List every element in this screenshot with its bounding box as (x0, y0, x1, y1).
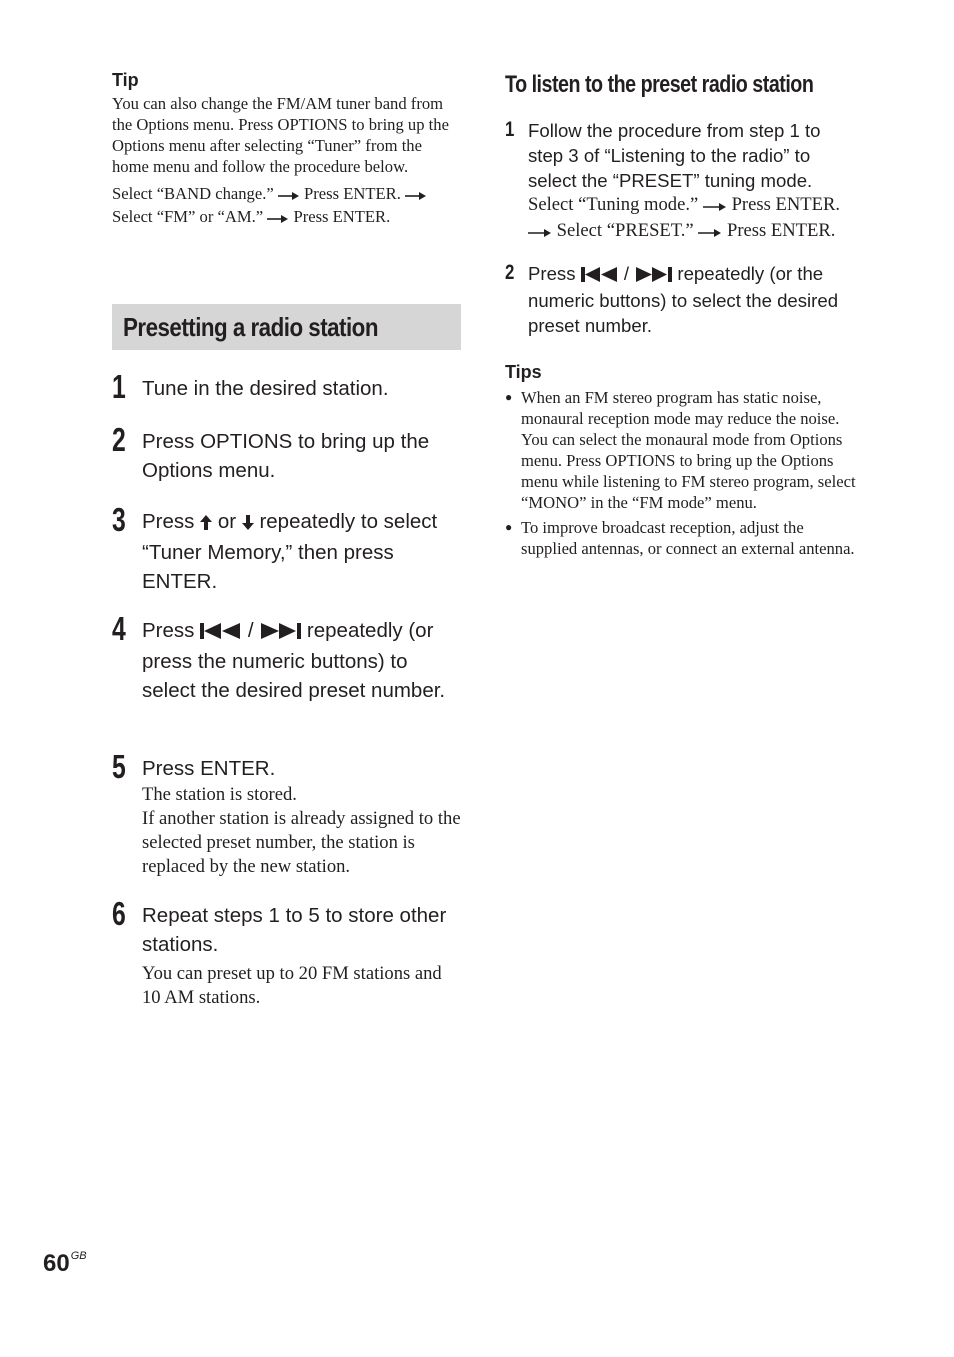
right-arrow-icon (528, 221, 552, 245)
right-arrow-icon (703, 195, 727, 219)
section-title: Presetting a radio station (123, 312, 378, 342)
up-arrow-icon (200, 509, 212, 538)
subsection-title: To listen to the preset radio station (505, 71, 814, 98)
step-text: Press or repeatedly to select “Tuner Memory,” then press ENTER. (142, 510, 438, 593)
tips-heading: Tips (505, 362, 542, 382)
step-number: 3 (112, 501, 126, 538)
step-text: Tune in the desired station. (142, 377, 389, 400)
tip-text: To improve broadcast reception, adjust the supplied antennas, or connect an external antenna. (521, 518, 855, 558)
page-number: $60^{GB}$ (43, 1250, 87, 1277)
step-4 (112, 610, 462, 705)
previous-track-icon (581, 263, 619, 288)
tip-body: You can also change the FM/AM tuner band from the Options menu. Press OPTIONS to bring up the Options menu after selecting “Tuner” from the home menu and follow the procedure below. (112, 94, 449, 176)
step-number: 2 (112, 421, 126, 458)
step-text: Press OPTIONS to bring up the Options menu. (142, 430, 430, 482)
right-arrow-icon (267, 208, 289, 229)
bullet-icon: ● (505, 390, 513, 404)
step-3 (112, 501, 462, 596)
next-track-icon (259, 618, 301, 647)
tip-text: When an FM stereo program has static noise, monaural reception mode may reduce the noise. You can select the monaural mode from Options menu. Press OPTIONS to bring up the Options menu while listening to FM stereo program, select “MONO” in the “FM mode” menu. (521, 388, 856, 512)
step-note: You can preset up to 20 FM stations and 10 AM stations. (142, 963, 442, 1008)
step-1 (112, 368, 462, 405)
step-text: Repeat steps 1 to 5 to store other stations. (142, 904, 447, 956)
right-arrow-icon (405, 185, 427, 206)
step-6 (112, 895, 462, 1010)
step-text: Press / repeatedly (or the numeric buttons) to select the desired preset number. (528, 263, 839, 336)
step-number: 5 (112, 748, 126, 785)
step-note: If another station is already assigned to the selected preset number, the station is replaced by the new station. (142, 808, 461, 877)
step-text: Follow the procedure from step 1 to step 3 of “Listening to the radio” to select the “PRESET” tuning mode. (528, 120, 821, 191)
tip-item (505, 387, 860, 513)
preset-listen-section (505, 70, 860, 559)
step-2 (112, 421, 462, 485)
step-note: The station is stored. (142, 784, 297, 805)
previous-track-icon (200, 618, 242, 647)
step-text: Press ENTER. (142, 757, 276, 780)
sub-step-2 (505, 261, 860, 338)
sub-step-1 (505, 118, 860, 245)
tip-sequence: Select “BAND change.” Press ENTER. Select “FM” or “AM.” Press ENTER. (112, 183, 462, 229)
step-number: 1 (505, 118, 515, 141)
tip-item (505, 517, 860, 559)
right-arrow-icon (698, 221, 722, 245)
right-arrow-icon (278, 185, 300, 206)
down-arrow-icon (242, 509, 254, 538)
step-number: 1 (112, 368, 126, 405)
section-header (112, 304, 461, 350)
tip-block (112, 70, 462, 229)
step-number: 2 (505, 261, 515, 284)
step-number: 4 (112, 610, 126, 647)
step-5 (112, 748, 462, 879)
step-sequence: Select “Tuning mode.” Press ENTER. Select “PRESET.” Press ENTER. (528, 193, 860, 245)
tip-heading: Tip (112, 70, 139, 90)
next-track-icon (634, 263, 672, 288)
step-number: 6 (112, 895, 126, 932)
bullet-icon: ● (505, 520, 513, 534)
page-suffix: GB (70, 1250, 87, 1262)
step-text: Press / repeatedly (or press the numeric buttons) to select the desired preset number. (142, 619, 446, 702)
